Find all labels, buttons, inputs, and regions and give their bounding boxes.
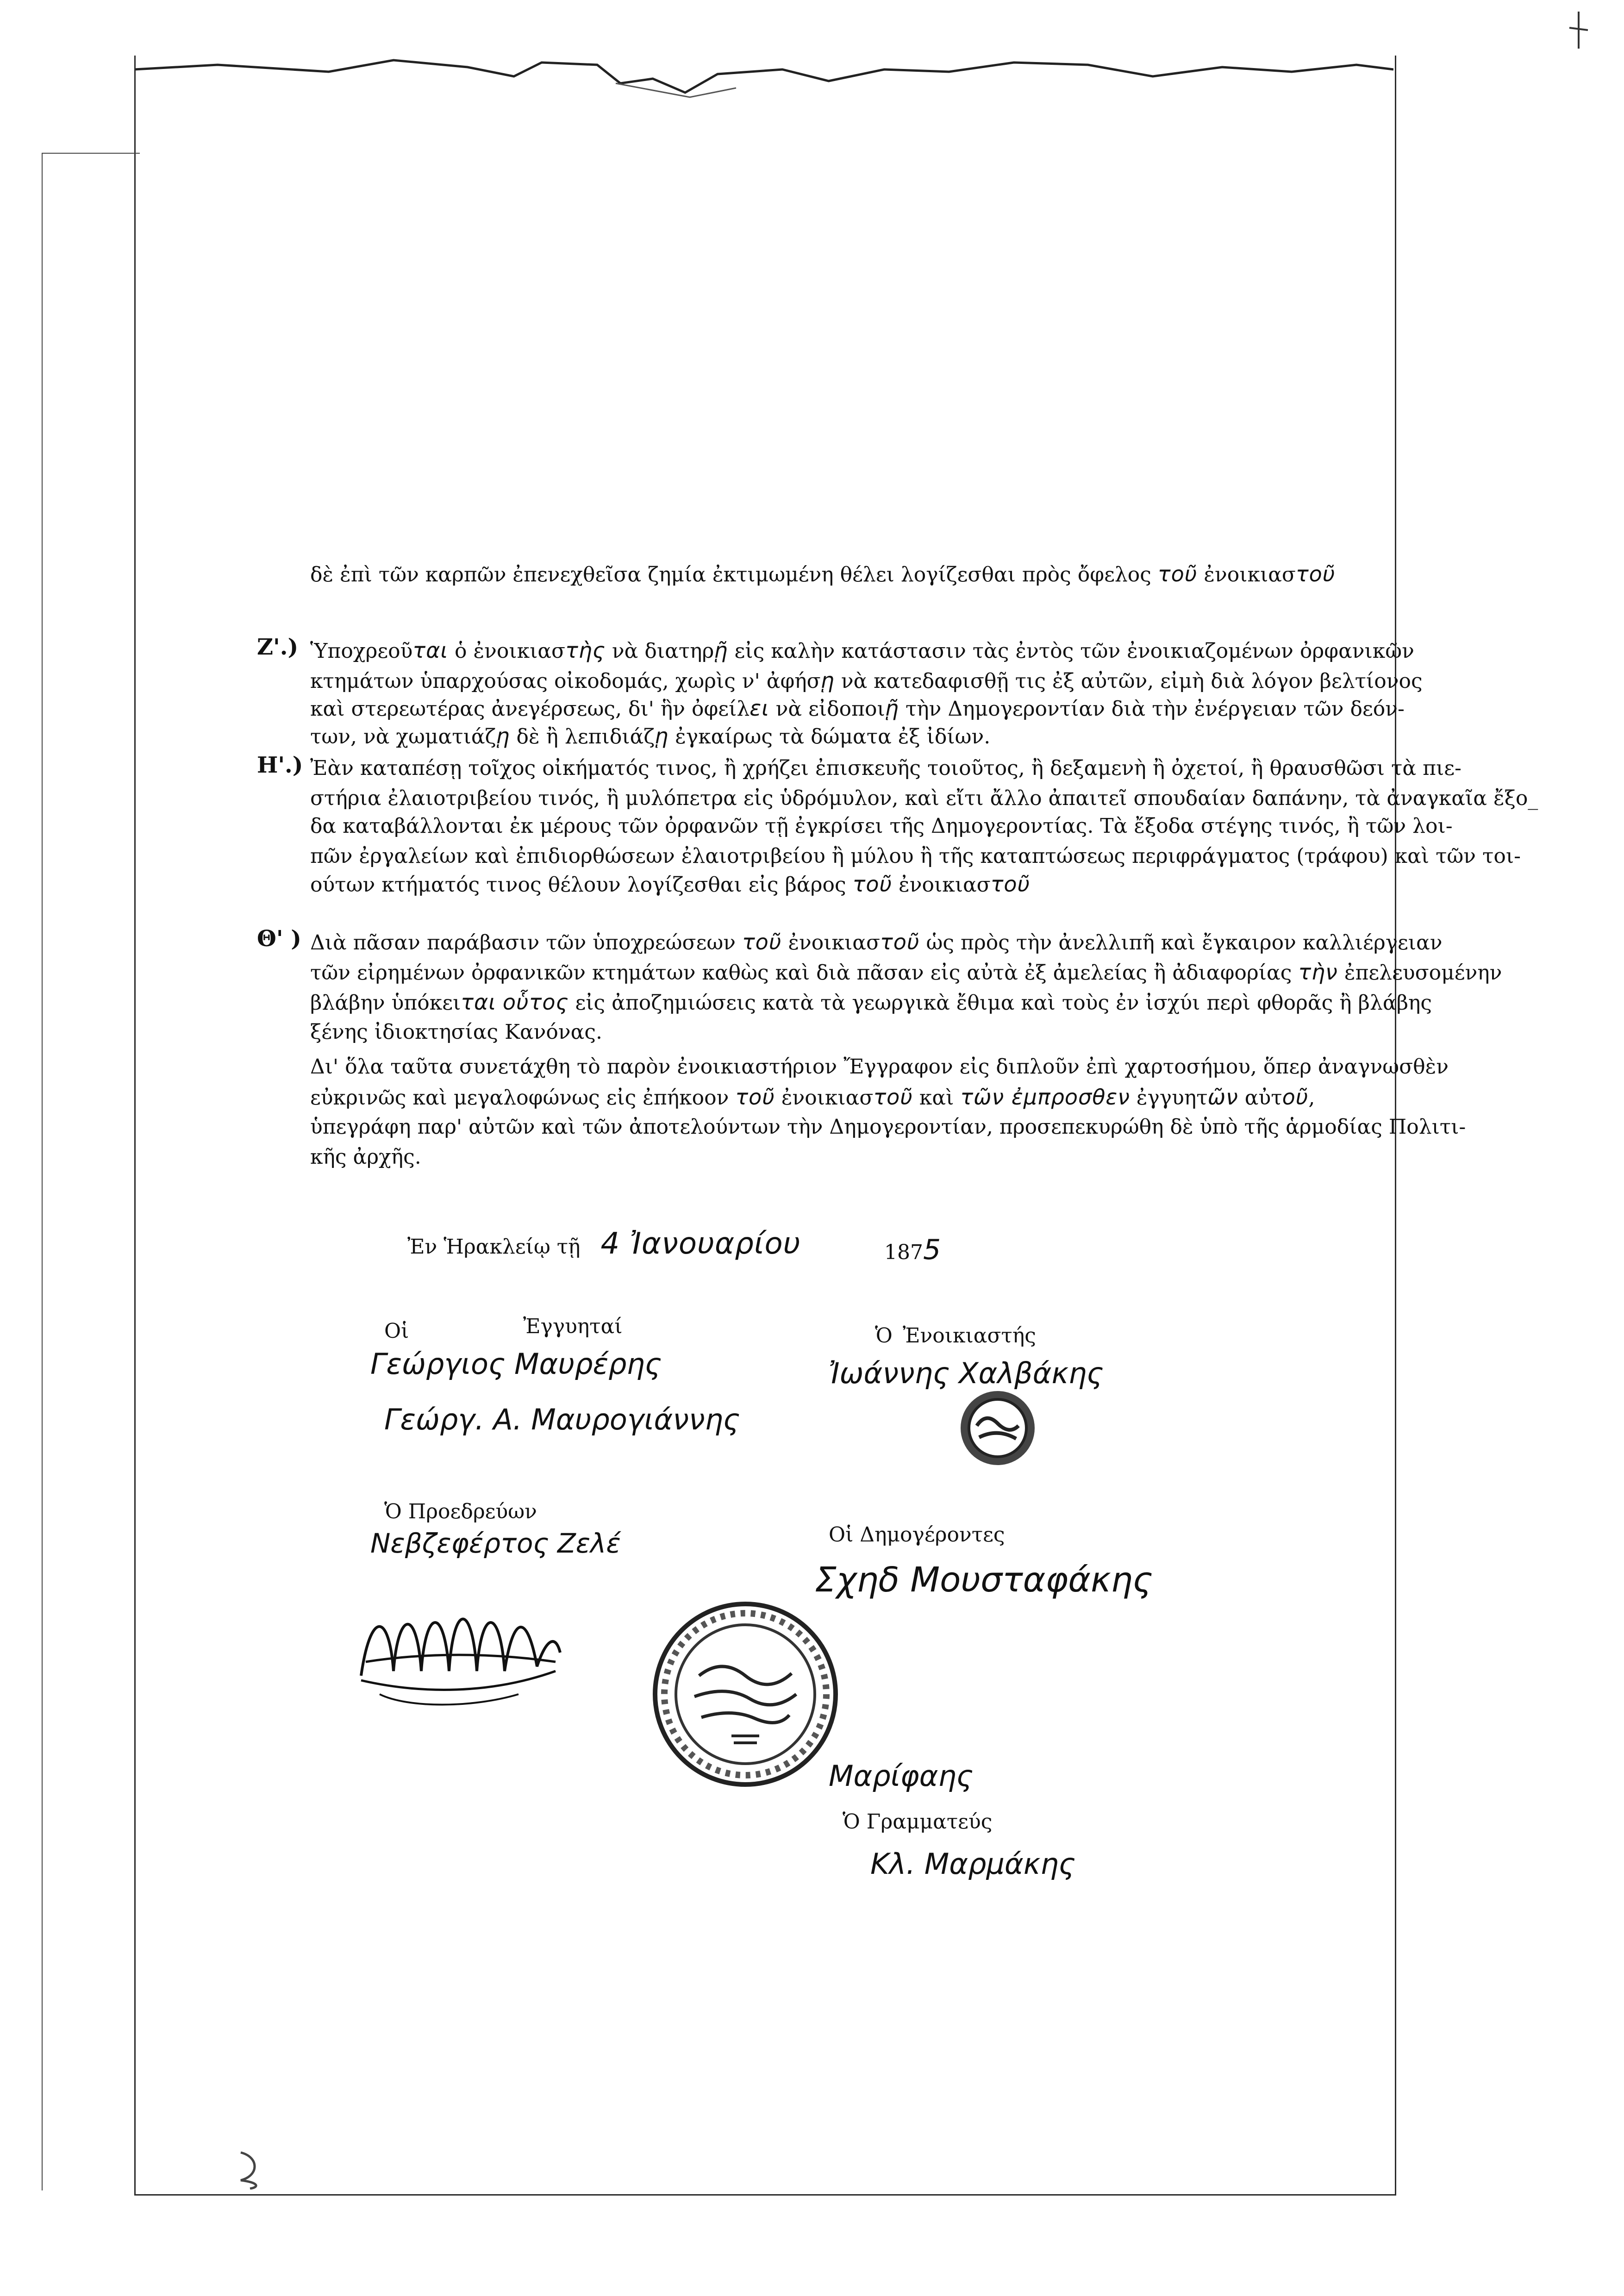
guarantors-label: Ἐγγυηταί: [523, 1315, 623, 1338]
tenant-signature: Ἰωάννης Χαλβάκης: [829, 1356, 1104, 1390]
handwritten-insert: οῦ: [1282, 1085, 1309, 1110]
president-label: Ὁ Προεδρεύων: [384, 1500, 537, 1523]
text-line: [310, 786, 1538, 810]
printed-text: κῆς ἀρχῆς.: [310, 1145, 421, 1169]
printed-text: τὴν Δημογεροντίαν διὰ τὴν ἐνέργειαν τῶν δεόν-: [899, 697, 1405, 721]
handwritten-insert: τοῦ: [1295, 562, 1336, 586]
text-line: [310, 960, 1502, 985]
text-line: [310, 1021, 1347, 1044]
tenant-seal: [954, 1384, 1042, 1472]
text-line: [310, 696, 1405, 721]
handwritten-insert: τοῦ: [1157, 562, 1198, 586]
guarantor-signature-1: Γεώργιος Μαυρέρης: [370, 1347, 662, 1381]
printed-text: νὰ κατεδαφισθῇ τις ἐξ αὐτῶν, εἰμὴ διὰ λόγον βελτίονος: [834, 669, 1423, 693]
text-line: [310, 1055, 1449, 1079]
printed-text: πῶν ἐργαλείων καὶ ἐπιδιορθώσεων ἐλαιοτριβείου ἢ μύλου ἢ τῆς καταπτώσεως περιφράγματος (τράφου) καὶ τῶν τοι-: [310, 844, 1521, 868]
printed-text: ούτων κτήματός τινος θέλουν λογίζεσθαι εἰς βάρος: [310, 873, 853, 897]
handwritten-insert: ται: [412, 638, 448, 663]
printed-text: ἐνοικιασ: [1197, 563, 1296, 586]
year-printed: 187: [884, 1241, 923, 1264]
handwritten-insert: τὴν: [1298, 960, 1338, 985]
printed-text: Διὰ πᾶσαν παράβασιν τῶν ὑποχρεώσεων: [310, 931, 742, 955]
guarantor-signature-2: Γεώργ. Α. Μαυρογιάννης: [384, 1403, 740, 1436]
clause-number: Ζ'.): [257, 634, 299, 660]
printed-text: τῶν εἰρημένων ὀρφανικῶν κτημάτων καθὼς καὶ διὰ πᾶσαν εἰς αὐτὰ ἐξ ἀμελείας ἢ ἀδιαφορίας: [310, 961, 1299, 985]
text-line: [310, 638, 1414, 663]
printed-text: καὶ: [912, 1086, 961, 1110]
year-handwritten: 5: [923, 1234, 942, 1266]
underlying-sheet-edge: [42, 153, 140, 2190]
printed-text: ἐνοικιασ: [781, 931, 881, 955]
handwritten-insert: ῃ: [496, 724, 510, 749]
text-line: [310, 814, 1453, 838]
handwritten-insert: ῃ: [820, 668, 835, 693]
clause-number: Θ' ): [257, 926, 301, 952]
text-line: [310, 990, 1432, 1015]
year: [884, 1234, 941, 1266]
printed-text: Δι' ὅλα ταῦτα συνετάχθη τὸ παρὸν ἐνοικιαστήριον Ἔγγραφον εἰς διπλοῦν ἐπὶ χαρτοσήμου, ὅπερ ἀναγνωσθὲν: [310, 1055, 1449, 1079]
printed-text: ἐγκαίρως τὰ δώματα ἐξ ἰδίων.: [668, 725, 991, 749]
corner-mark: [1565, 9, 1593, 51]
text-line: [310, 756, 1462, 780]
handwritten-insert: ει: [750, 696, 769, 721]
printed-text: καὶ στερεωτέρας ἀνεγέρσεως, δι' ἣν ὀφείλ: [310, 697, 750, 721]
printed-text: ἐγγυητ: [1130, 1086, 1208, 1110]
printed-text: αὐτ: [1238, 1086, 1282, 1110]
president-flourish: [352, 1555, 565, 1713]
handwritten-insert: τοῦ: [742, 930, 782, 955]
printed-text: δα καταβάλλονται ἐκ μέρους τῶν ὀρφανῶν τῇ ἐγκρίσει τῆς Δημογεροντίας. Τὰ ἔξοδα στέγης τινός, ἢ τῶν λοι-: [310, 814, 1453, 838]
text-line: [310, 1086, 1347, 1110]
handwritten-insert: τῶν ἐμπροσθεν: [960, 1085, 1130, 1110]
handwritten-insert: τοῦ: [873, 1085, 913, 1110]
printed-text: ,: [1308, 1086, 1315, 1110]
handwritten-insert: ται: [461, 990, 496, 1015]
elders-signature: Σχηδ Μουσταφάκης: [815, 1560, 1153, 1600]
text-line: [310, 930, 1443, 955]
text-line: [310, 1146, 1347, 1169]
date-handwritten: 4 Ἰανουαρίου: [600, 1227, 801, 1261]
text-line: [310, 844, 1521, 868]
handwritten-insert: οὗτος: [502, 990, 569, 1015]
handwritten-insert: τοῦ: [990, 872, 1031, 897]
printed-text: εἰς ἀποζημιώσεις κατὰ τὰ γεωργικὰ ἔθιμα καὶ τοὺς ἐν ἰσχύι περὶ φθορᾶς ἢ βλάβης: [568, 991, 1432, 1015]
secretary-signature-2: Κλ. Μαρμάκης: [870, 1847, 1076, 1881]
printed-text: Ὑποχρεοῦ: [310, 639, 413, 663]
handwritten-insert: τὴς: [565, 638, 606, 663]
printed-text: δὲ ἐπὶ τῶν καρπῶν ἐπενεχθεῖσα ζημία ἐκτιμωμένη θέλει λογίζεσθαι πρὸς ὄφελος: [310, 563, 1158, 586]
handwritten-insert: τοῦ: [880, 930, 920, 955]
printed-text: στήρια ἐλαιοτριβείου τινός, ἢ μυλόπετρα εἰς ὑδρόμυλον, καὶ εἴτι ἄλλο ἀπαιτεῖ σπουδαίαν δαπάνην, τὰ ἀναγκαῖα ἔξο_: [310, 786, 1538, 810]
guarantors-label-prefix: Οἱ: [384, 1319, 409, 1343]
clause-number: Η'.): [257, 752, 303, 778]
bottom-mark: [231, 2148, 269, 2190]
text-line: [310, 668, 1423, 693]
text-line: [310, 1115, 1466, 1139]
printed-text: ἐνοικιασ: [775, 1086, 874, 1110]
secretary-signature-1: Μαρίφαης: [829, 1759, 974, 1793]
date-line: [407, 1227, 801, 1261]
printed-text: ὁ ἐνοικιασ: [448, 639, 566, 663]
official-seal: [648, 1597, 843, 1791]
handwritten-insert: ῇ: [714, 638, 728, 663]
secretary-label: Ὁ Γραμματεύς: [843, 1810, 993, 1834]
printed-text: [496, 991, 503, 1015]
text-line: [310, 724, 1347, 749]
printed-text: των, νὰ χωματιάζ: [310, 725, 496, 749]
printed-text: εἰς καλὴν κατάστασιν τὰς ἐντὸς τῶν ἐνοικιαζομένων ὀρφανικῶν: [728, 639, 1414, 663]
printed-text: ξένης ἰδιοκτησίας Κανόνας.: [310, 1020, 602, 1044]
printed-text: ὑπεγράφη παρ' αὐτῶν καὶ τῶν ἀποτελούντων τὴν Δημογεροντίαν, προσεπεκυρώθη δὲ ὑπὸ τῆς ἁρμοδίας Πολιτι-: [310, 1115, 1466, 1139]
handwritten-insert: ῶν: [1207, 1085, 1238, 1110]
handwritten-insert: τοῦ: [852, 872, 893, 897]
date-prefix: Ἐν Ἡρακλείῳ τῇ: [407, 1235, 581, 1259]
printed-text: εὐκρινῶς καὶ μεγαλοφώνως εἰς ἐπήκοον: [310, 1086, 736, 1110]
printed-text: ἐπελευσομένην: [1337, 961, 1502, 985]
handwritten-insert: τοῦ: [735, 1085, 775, 1110]
president-signature: Νεβζεφέρτος Ζελέ: [370, 1528, 621, 1559]
elders-label: Οἱ Δημογέροντες: [829, 1523, 1005, 1547]
tenant-label: Ἐνοικιαστής: [903, 1324, 1036, 1348]
handwritten-insert: ῇ: [885, 696, 899, 721]
handwritten-insert: ῃ: [655, 724, 669, 749]
text-line: [310, 873, 1347, 897]
text-line: [310, 562, 1347, 586]
printed-text: δὲ ἢ λεπιδιάζ: [510, 725, 655, 749]
printed-text: κτημάτων ὑπαρχούσας οἰκοδομάς, χωρὶς ν' ἀφήσ: [310, 669, 821, 693]
printed-text: νὰ εἰδοποι: [769, 697, 885, 721]
printed-text: ἐνοικιασ: [892, 873, 991, 897]
printed-text: νὰ διατηρ: [605, 639, 714, 663]
printed-text: Ἐὰν καταπέσῃ τοῖχος οἰκήματός τινος, ἢ χρήζει ἐπισκευῆς τοιοῦτος, ἢ δεξαμενὴ ἢ ὀχετοί, ἢ θραυσθῶσι τὰ πιε-: [310, 756, 1462, 780]
printed-text: ὡς πρὸς τὴν ἀνελλιπῆ καὶ ἔγκαιρον καλλιέργειαν: [919, 931, 1443, 955]
printed-text: βλάβην ὑπόκει: [310, 991, 461, 1015]
tenant-label-prefix: Ὁ: [875, 1324, 893, 1348]
